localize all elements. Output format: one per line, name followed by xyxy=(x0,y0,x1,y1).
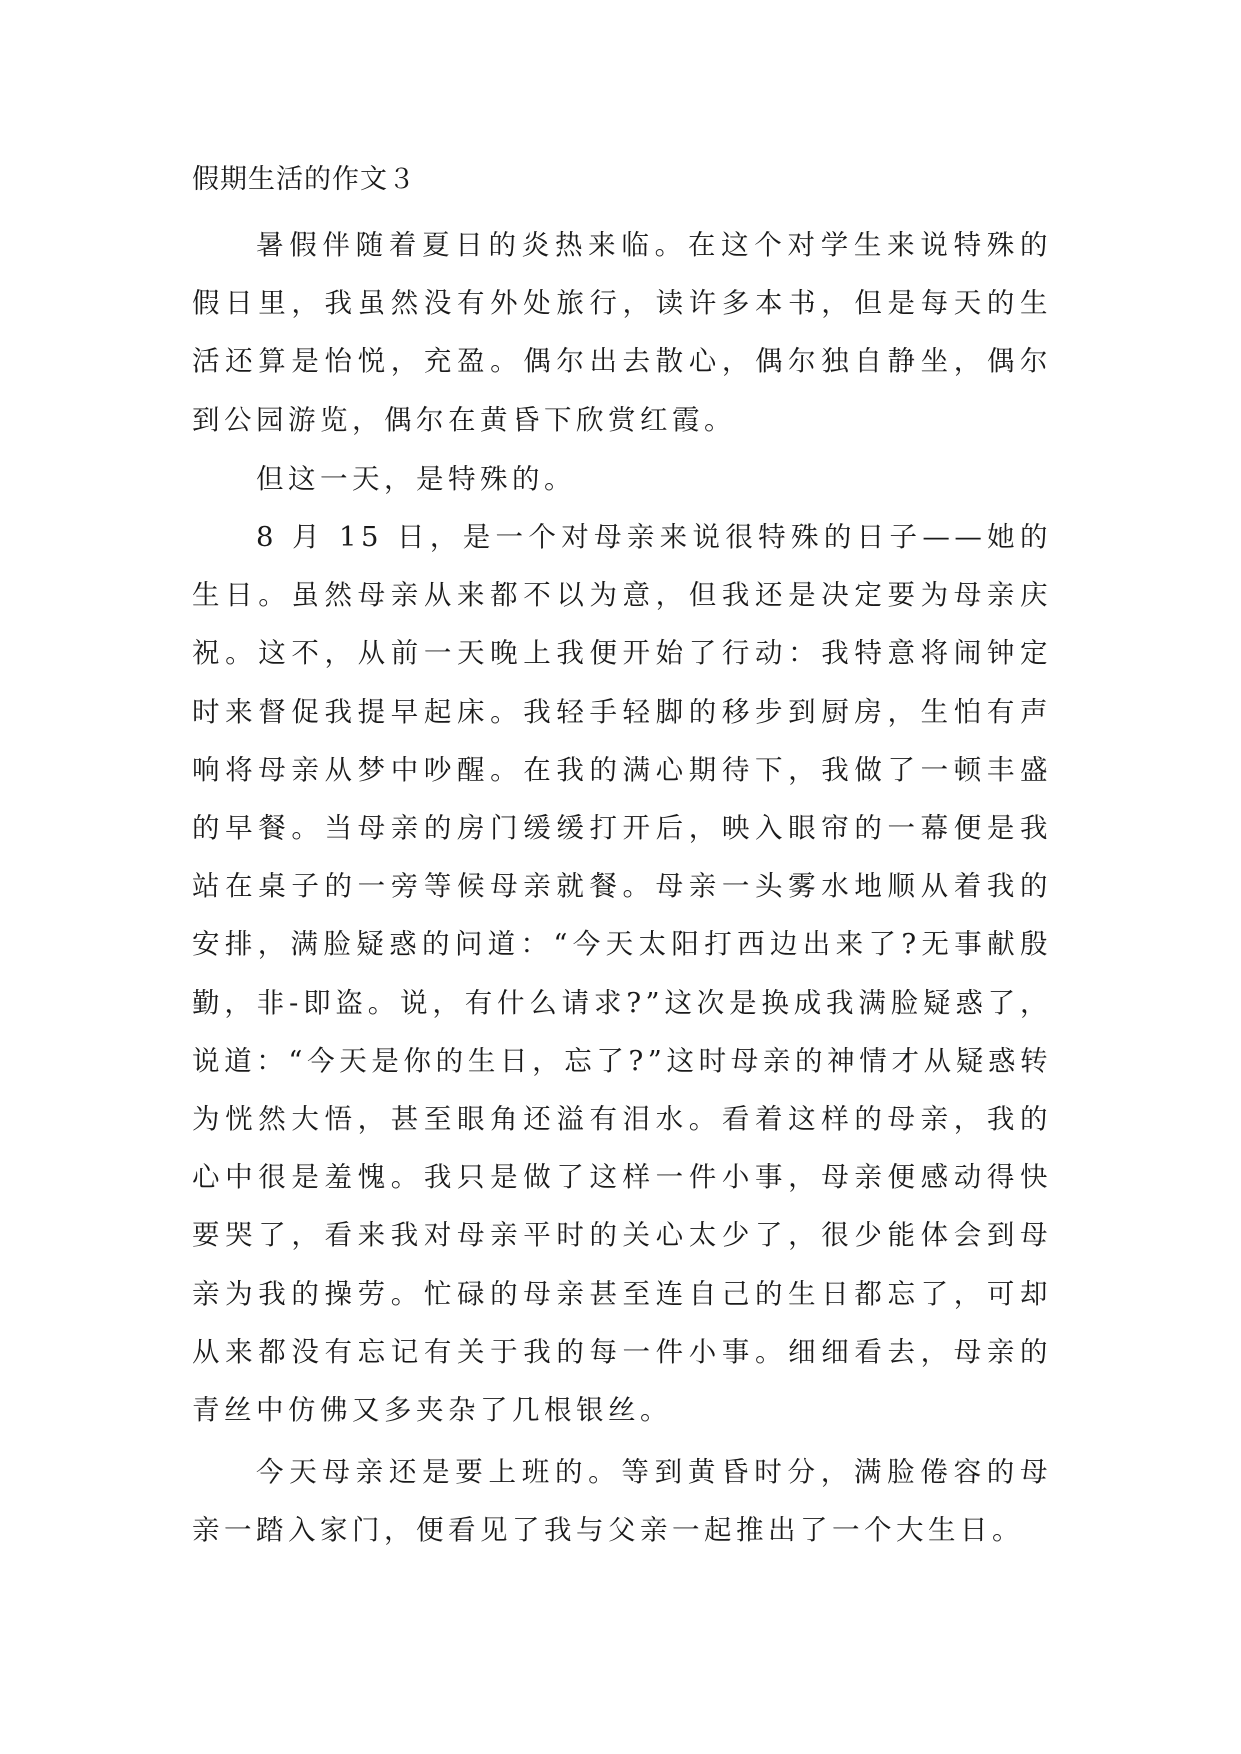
document-title: 假期生活的作文３ xyxy=(192,164,416,195)
paragraph-1: 暑假伴随着夏日的炎热来临。在这个对学生来说特殊的假日里，我虽然没有外处旅行，读许多本书，但是每天的生活还算是怡悦，充盈。偶尔出去散心，偶尔独自静坐，偶尔到公园游览，偶尔在黄昏下欣赏红霞。 xyxy=(192,229,1052,436)
paragraph-2: 但这一天，是特殊的。 xyxy=(256,463,576,495)
paragraph-4: 今天母亲还是要上班的。等到黄昏时分，满脸倦容的母亲一踏入家门，便看见了我与父亲一起推出了一个大生日。 xyxy=(192,1456,1052,1547)
paragraph-3: 8 月 15 日，是一个对母亲来说很特殊的日子——她的生日。虽然母亲从来都不以为意，但我还是决定要为母亲庆祝。这不，从前一天晚上我便开始了行动：我特意将闹钟定时来督促我提早起床。我轻手轻脚的移步到厨房，生怕有声响将母亲从梦中吵醒。在我的满心期待下，我做了一顿丰盛的早餐。当母亲的房门缓缓打开后，映入眼帘的一幕便是我站在桌子的一旁等候母亲就餐。母亲一头雾水地顺从着我的安排，满脸疑惑的问道：“今天太阳打西边出来了?无事献殷勤，非-即盗。说，有什么请求?”这次是换成我满脸疑惑了，说道：“今天是你的生日，忘了?”这时母亲的神情才从疑惑转为恍然大悟，甚至眼角还溢有泪水。看着这样的母亲，我的心中很是羞愧。我只是做了这样一件小事，母亲便感动得快要哭了，看来我对母亲平时的关心太少了，很少能体会到母亲为我的操劳。忙碌的母亲甚至连自己的生日都忘了，可却从来都没有忘记有关于我的每一件小事。细细看去，母亲的青丝中仿佛又多夹杂了几根银丝。 xyxy=(192,521,1052,1427)
